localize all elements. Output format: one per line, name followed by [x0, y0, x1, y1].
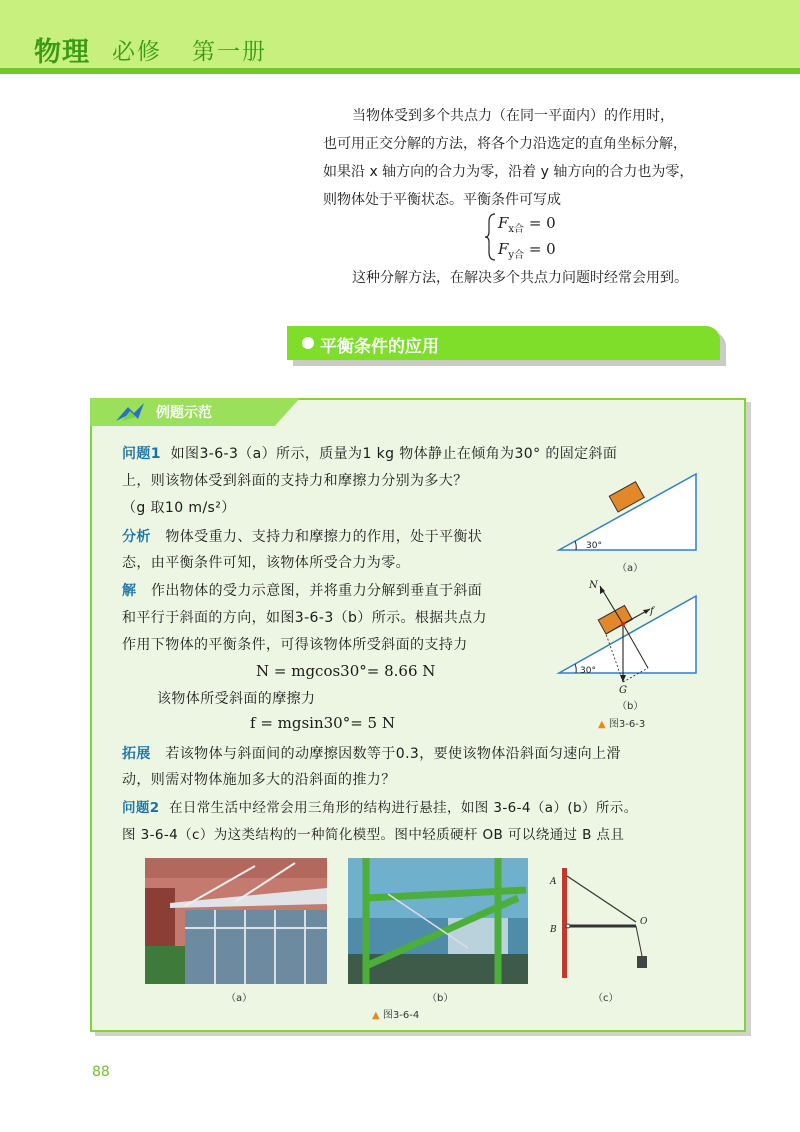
solution-line-2: 和平行于斜面的方向，如图3-6-3（b）所示。根据共点力 — [122, 610, 487, 626]
header-divider — [0, 68, 800, 74]
svg-text:O: O — [640, 917, 648, 927]
page-number: 88 — [92, 1064, 110, 1080]
problem-2-line-2: 图 3-6-4（c）为这类结构的一种简化模型。图中轻质硬杆 OB 可以绕通过 B 点且 — [122, 827, 625, 843]
equation-brace — [484, 212, 498, 262]
caption-3-6-4a: （a） — [226, 993, 253, 1004]
problem-2-line-1: 问题2 在日常生活中经常会用三角形的结构进行悬挂，如图 3-6-4（a）(b）所示。 — [122, 800, 638, 816]
section-title: 平衡条件的应用 — [320, 337, 439, 357]
svg-text:f: f — [650, 606, 654, 617]
solution-line-3: 作用下物体的平衡条件，可得该物体所受斜面的支持力 — [122, 637, 468, 653]
svg-text:B: B — [550, 925, 557, 935]
solution-line-1: 解 作出物体的受力示意图，并将重力分解到垂直于斜面 — [122, 583, 483, 599]
photo-awning — [145, 858, 327, 984]
example-tab-title: 例题示范 — [156, 405, 212, 421]
equation-x: $F_{x合} = 0$ — [498, 214, 556, 235]
caption-3-6-4b: （b） — [427, 993, 454, 1004]
svg-text:A: A — [550, 877, 557, 887]
problem-1-line-2: 上，则该物体受到斜面的支持力和摩擦力分别为多大？ — [122, 473, 468, 489]
analysis-line-1: 分析 物体受重力、支持力和摩擦力的作用，处于平衡状 — [122, 529, 483, 545]
analysis-line-2: 态，由平衡条件可知，该物体所受合力为零。 — [122, 555, 410, 571]
figure-3-6-3b — [556, 576, 701, 694]
extension-line-1: 拓展 若该物体与斜面间的动摩擦因数等于0.3，要使该物体沿斜面匀速向上滑 — [122, 746, 621, 762]
intro-line-5: 这种分解方法，在解决多个共点力问题时经常会用到。 — [352, 270, 688, 286]
angle-label-a: 30° — [586, 541, 602, 551]
bullet-dot-icon — [302, 337, 314, 349]
caption-3-6-3a: （a） — [617, 563, 644, 574]
intro-line-4: 则物体处于平衡状态。平衡条件可写成 — [323, 192, 561, 208]
problem-1-label: 问题1 — [122, 446, 161, 462]
friction-intro: 该物体所受斜面的摩擦力 — [157, 691, 316, 707]
problem-1-line-1: 问题1 如图3-6-3（a）所示，质量为1 kg 物体静止在倾角为30° 的固定斜面 — [122, 446, 618, 462]
figure-3-6-3a — [556, 470, 701, 555]
arrow-icon — [114, 401, 148, 423]
caption-3-6-4c: （c） — [593, 993, 619, 1004]
intro-line-2: 也可用正交分解的方法，将各个力沿选定的直角坐标分解， — [323, 136, 687, 152]
svg-text:G: G — [619, 685, 627, 694]
photo-basketball-stand — [348, 858, 528, 984]
equation-y: $F_{y合} = 0$ — [498, 240, 556, 261]
book-subtitle: 必修 — [112, 39, 162, 65]
intro-line-3: 如果沿 x 轴方向的合力为零，沿着 y 轴方向的合力也为零， — [323, 164, 694, 180]
problem-2-label: 问题2 — [122, 800, 160, 816]
svg-text:N: N — [589, 580, 598, 591]
extension-line-2: 动，则需对物体施加多大的沿斜面的推力？ — [122, 772, 396, 788]
figure-3-6-4-caption: ▲ 图3-6-4 — [372, 1010, 420, 1021]
intro-line-1: 当物体受到多个共点力（在同一平面内）的作用时， — [352, 108, 674, 124]
normal-force-equation: N = mgcos30°= 8.66 N — [256, 662, 436, 680]
solution-label: 解 — [122, 583, 137, 599]
analysis-label: 分析 — [122, 529, 151, 545]
book-volume: 第一册 — [192, 39, 267, 65]
friction-equation: f = mgsin30°= 5 N — [250, 714, 395, 732]
caption-3-6-3b: （b） — [617, 701, 644, 712]
problem-1-line-3: （g 取10 m/s²） — [122, 500, 236, 516]
extension-label: 拓展 — [122, 746, 151, 762]
book-title: 物理 — [34, 37, 90, 68]
figure-3-6-4c-model — [546, 862, 666, 982]
svg-text:30°: 30° — [580, 666, 596, 676]
figure-3-6-3-caption: ▲ 图3-6-3 — [598, 719, 646, 730]
